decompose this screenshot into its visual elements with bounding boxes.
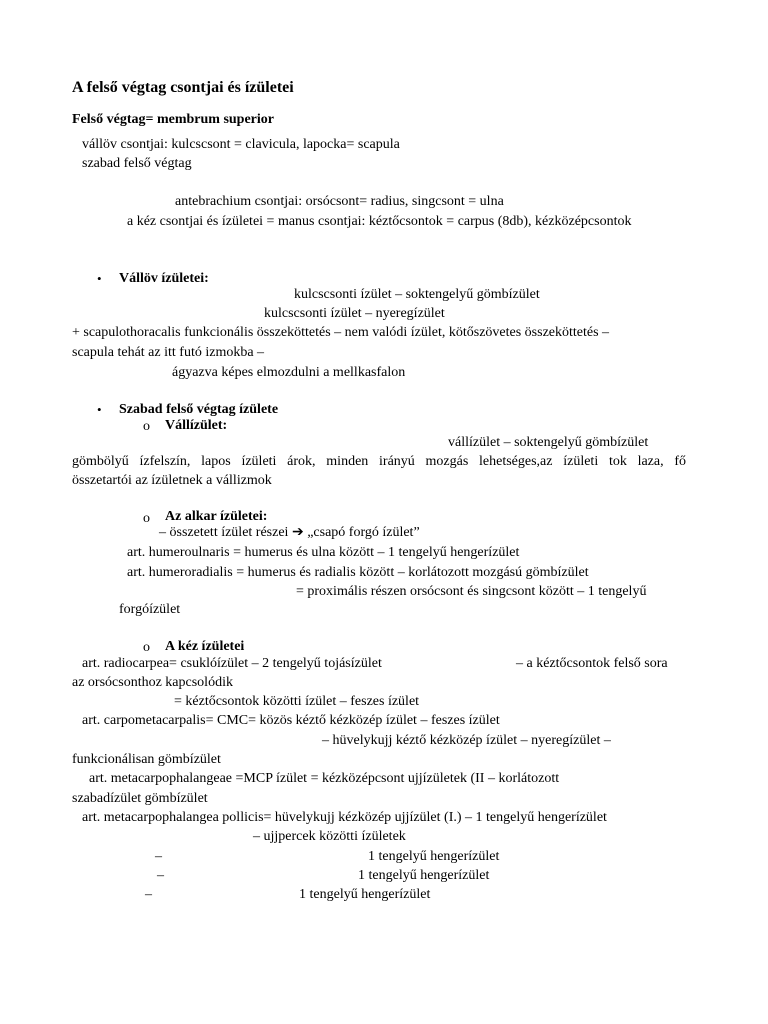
text-line-hengerizulet-3: 1 tengelyű hengerízület	[299, 887, 431, 902]
text-line-vallizulet-3: összetartói az ízületnek a vállizmok	[72, 473, 272, 488]
text-line-huvelykujj-nyeregizulet: – hüvelykujj kéztő kézközép ízület – nyeregízület –	[322, 733, 611, 748]
text-line-forgoizulet: forgóízület	[119, 602, 181, 617]
bullet-icon: •	[97, 271, 102, 286]
text-line-kezto-felso-sora: – a kéztőcsontok felső sora	[516, 656, 668, 671]
text-line-antebrachium: antebrachium csontjai: orsócsont= radius, singcsont = ulna	[175, 194, 504, 209]
hollow-bullet-icon: o	[143, 419, 150, 434]
text-line-scapulothoracalis-2: scapula tehát az itt futó izmokba –	[72, 345, 265, 360]
text-line-szabad-felso-vegtag: szabad felső végtag	[82, 156, 192, 171]
text-line-kulcscsonti-1: kulcscsonti ízület – soktengelyű gömbízület	[294, 287, 540, 302]
text-line-radiocarpea: art. radiocarpea= csuklóízület – 2 tengelyű tojásízület	[82, 656, 382, 671]
text-line-kulcscsonti-2: kulcscsonti ízület – nyeregízület	[264, 306, 445, 321]
arrow-right-icon: ➔	[291, 525, 304, 540]
section-heading-felso-vegtag: Felső végtag= membrum superior	[72, 112, 274, 127]
dash-marker: –	[155, 849, 162, 864]
bullet-icon: •	[97, 402, 102, 417]
text-line-pollicis: art. metacarpophalangea pollicis= hüvelykujj kézközép ujjízület (I.) – 1 tengelyű hengerízület	[82, 810, 607, 825]
hollow-bullet-icon: o	[143, 511, 150, 526]
text-line-vallizulet-2: gömbölyű ízfelszín, lapos ízületi árok, minden irányú mozgás lehetséges,az ízületi tok laza, fő	[72, 454, 686, 469]
text-line-osszetett-izulet	[159, 524, 420, 542]
text-line-scapulothoracalis-3: ágyazva képes elmozdulni a mellkasfalon	[172, 365, 406, 380]
dash-marker: –	[157, 868, 164, 883]
section-heading-vallov-izuletei: Vállöv ízületei:	[119, 271, 209, 286]
text-osszetett-izulet-reszei: – összetett ízület részei	[159, 525, 289, 540]
text-line-scapulothoracalis-1: + scapulothoracalis funkcionális összeköttetés – nem valódi ízület, kötőszövetes összeköttetés –	[72, 325, 610, 340]
text-line-funkcionalisan: funkcionálisan gömbízület	[72, 752, 221, 767]
text-line-orsocsonthoz: az orsócsonthoz kapcsolódik	[72, 675, 233, 690]
section-heading-szabad-felso-vegtag: Szabad felső végtag ízülete	[119, 402, 279, 417]
subheading-kez-izuletei: A kéz ízületei	[165, 639, 245, 654]
subheading-vallizulet: Vállízület:	[165, 418, 228, 433]
text-line-hengerizulet-1: 1 tengelyű hengerízület	[368, 849, 500, 864]
text-line-hengerizulet-2: 1 tengelyű hengerízület	[358, 868, 490, 883]
text-line-humeroulnaris: art. humeroulnaris = humerus és ulna között – 1 tengelyű hengerízület	[127, 545, 520, 560]
document-title: A felső végtag csontjai és ízületei	[72, 79, 294, 96]
text-line-szabadizulet: szabadízület gömbízület	[72, 791, 208, 806]
text-line-vallizulet-1: vállízület – soktengelyű gömbízület	[448, 435, 649, 450]
subheading-alkar-izuletei: Az alkar ízületei:	[165, 509, 268, 524]
text-line-humeroradialis: art. humeroradialis = humerus és radialis között – korlátozott mozgású gömbízület	[127, 565, 589, 580]
text-line-ujjpercek: – ujjpercek közötti ízületek	[253, 829, 406, 844]
text-line-proximalis: = proximális részen orsócsont és singcsont között – 1 tengelyű	[296, 584, 647, 599]
hollow-bullet-icon: o	[143, 640, 150, 655]
text-line-metacarpophalangeae: art. metacarpophalangeae =MCP ízület = kézközépcsont ujjízületek (II – korlátozott	[89, 771, 560, 786]
text-line-vallov-csontjai: vállöv csontjai: kulcscsont = clavicula, lapocka= scapula	[82, 137, 400, 152]
dash-marker: –	[145, 887, 152, 902]
text-line-carpometacarpalis: art. carpometacarpalis= CMC= közös kéztő kézközép ízület – feszes ízület	[82, 713, 500, 728]
text-line-kez-csontjai: a kéz csontjai és ízületei = manus csontjai: kéztőcsontok = carpus (8db), kézközépcsontok	[127, 214, 632, 229]
text-csapo-forgo-izulet: „csapó forgó ízület”	[307, 525, 420, 540]
text-line-keztocsontok-kozotti: = kéztőcsontok közötti ízület – feszes ízület	[174, 694, 420, 709]
